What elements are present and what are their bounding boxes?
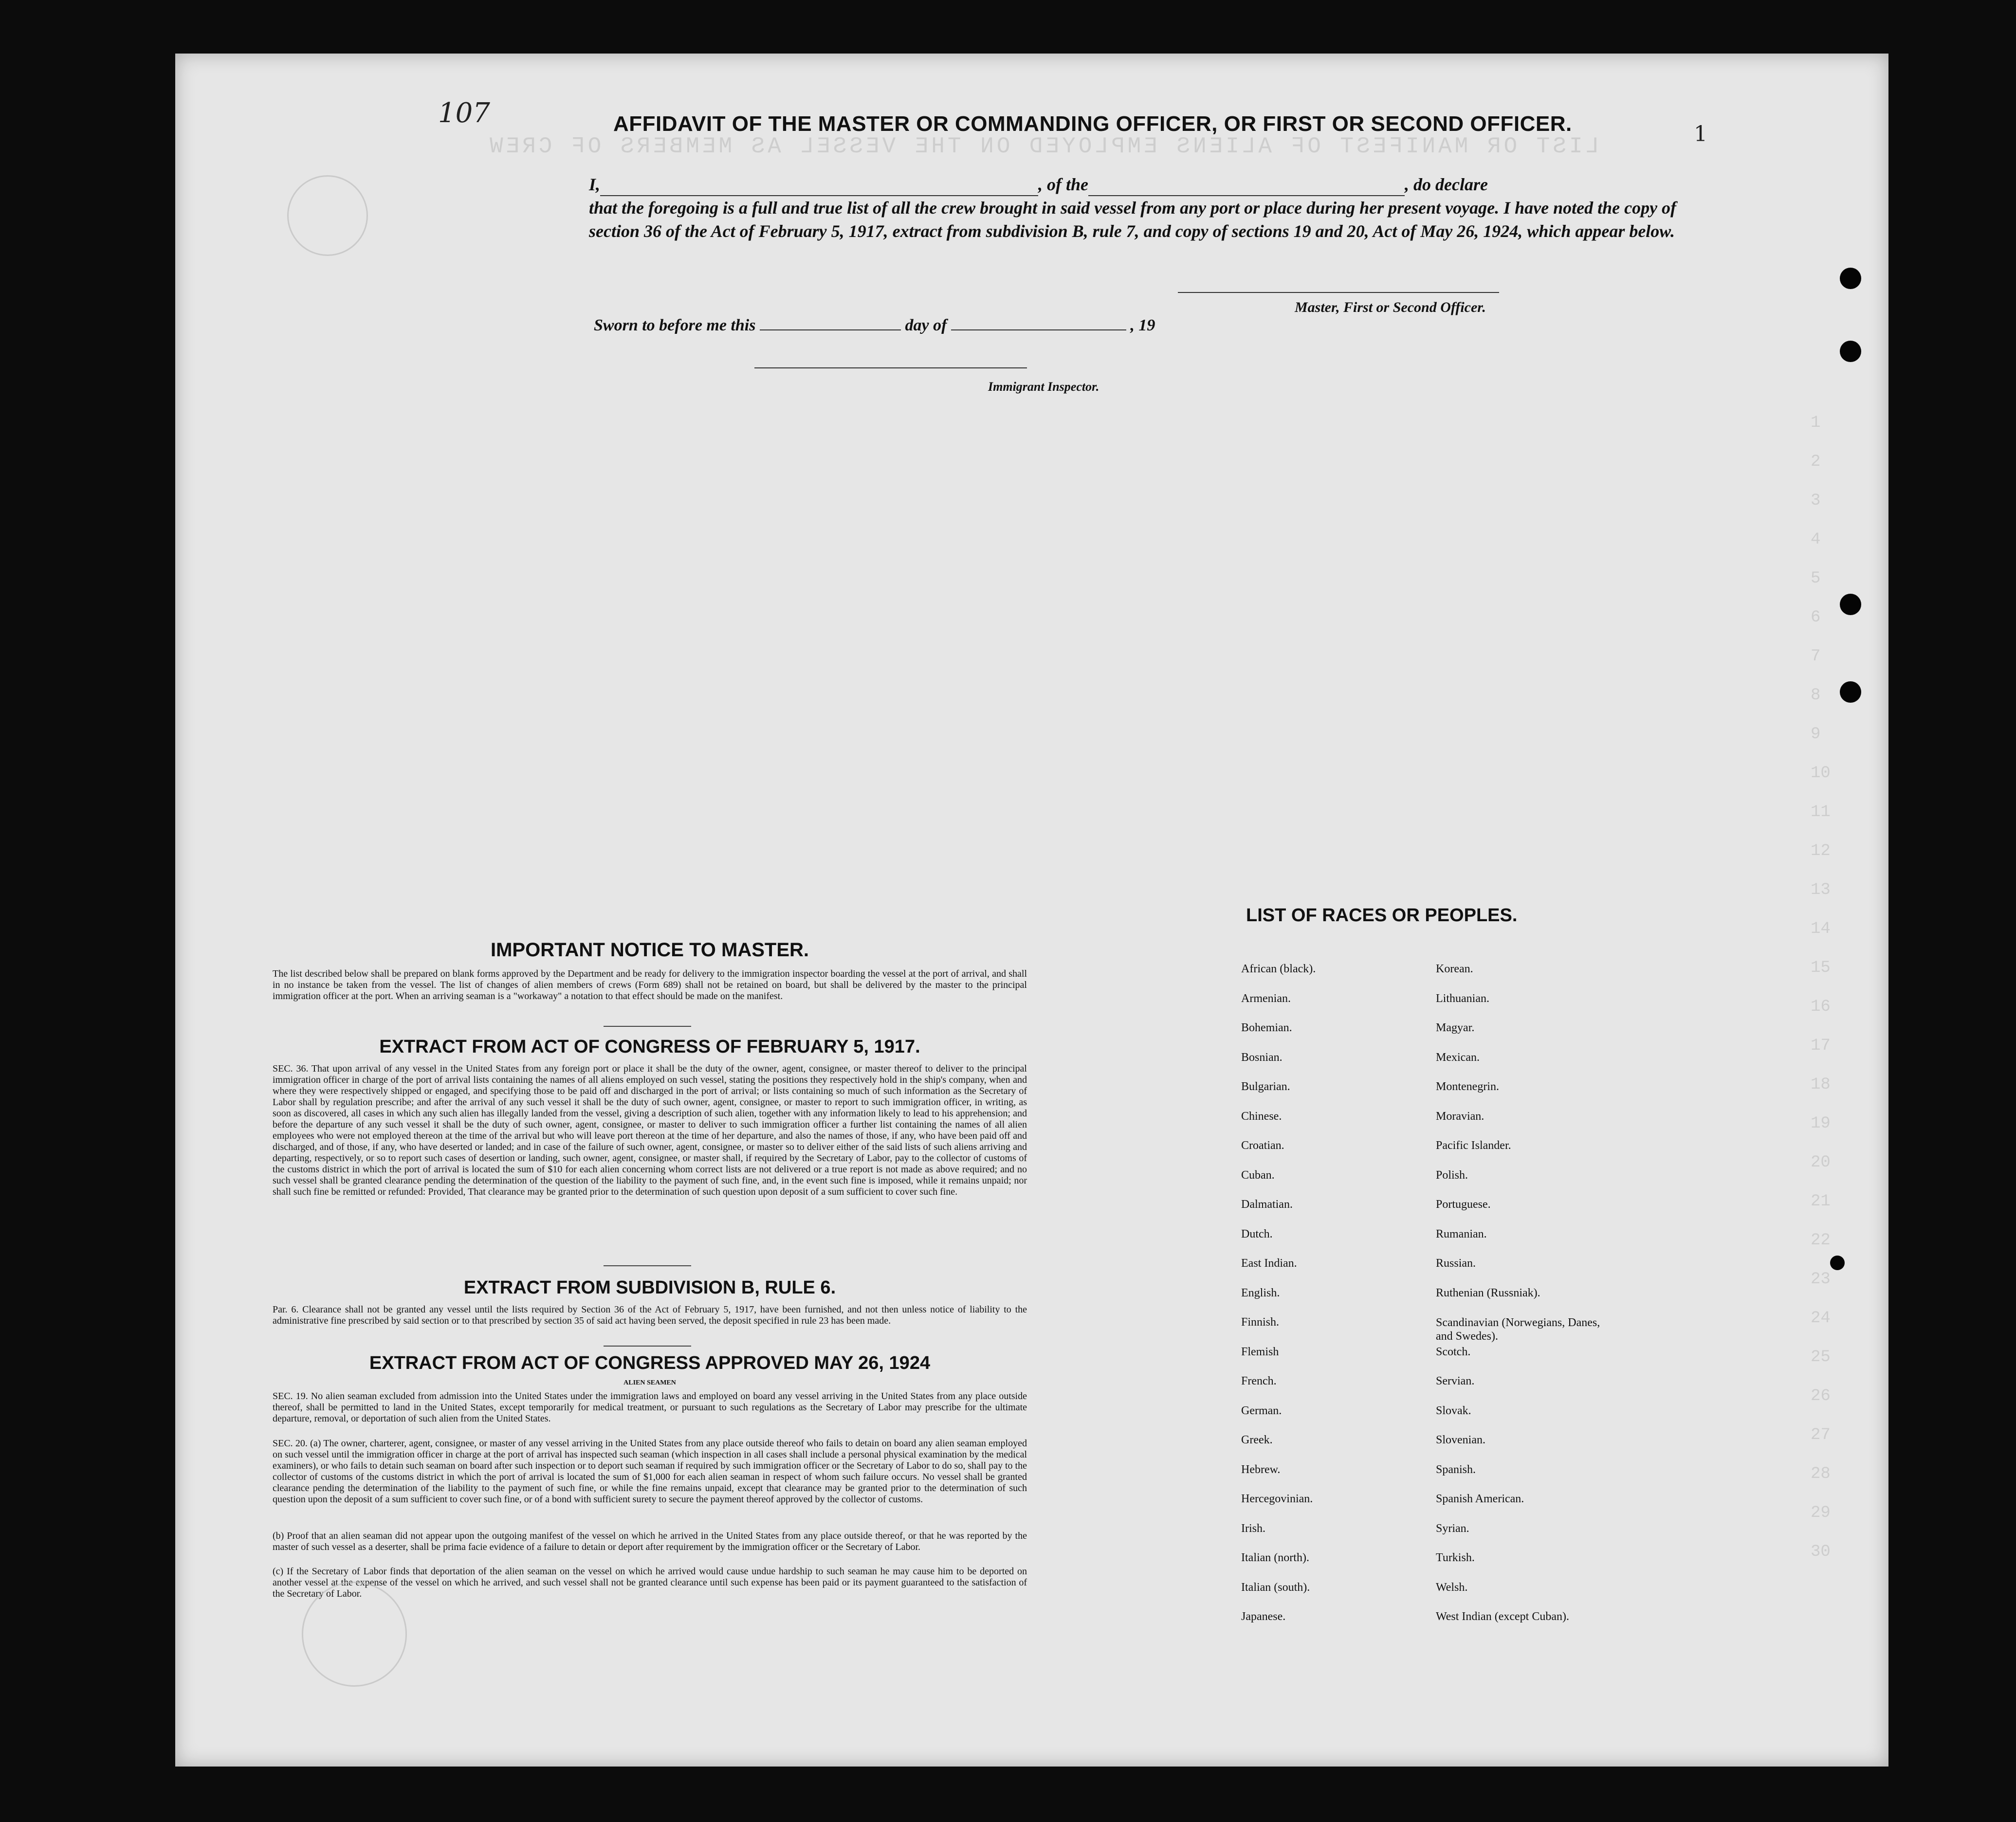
bleed-row-number: 15 <box>1811 959 1831 977</box>
race-item: Italian (north). <box>1241 1551 1309 1564</box>
race-item: Chinese. <box>1241 1110 1282 1123</box>
bleed-row-number: 20 <box>1811 1153 1831 1172</box>
race-item: Bosnian. <box>1241 1051 1283 1064</box>
bleed-row-number: 4 <box>1811 530 1821 549</box>
race-item: Spanish American. <box>1436 1493 1524 1505</box>
bleed-row-number: 24 <box>1811 1309 1831 1328</box>
bleed-row-number: 18 <box>1811 1075 1831 1094</box>
do-declare-label: , do declare <box>1405 175 1488 194</box>
declaration-line <box>589 173 1694 196</box>
race-item: Hebrew. <box>1241 1463 1281 1476</box>
race-item: Italian (south). <box>1241 1581 1310 1594</box>
master-label: Master, First or Second Officer. <box>1295 299 1486 315</box>
bleed-row-number: 12 <box>1811 842 1831 860</box>
bleed-through-header: LIST OR MANIFEST OF ALIENS EMPLOYED ON THE VESSEL AS MEMBERS OF CREW <box>487 134 1599 159</box>
race-item: Bohemian. <box>1241 1021 1292 1034</box>
race-item: French. <box>1241 1375 1277 1387</box>
race-item: Korean. <box>1436 963 1473 975</box>
notice-title: IMPORTANT NOTICE TO MASTER. <box>490 939 809 961</box>
race-item: Slovak. <box>1436 1404 1471 1417</box>
race-item: German. <box>1241 1404 1282 1417</box>
day-of-label: day of <box>905 316 947 334</box>
race-item: African (black). <box>1241 963 1316 975</box>
race-item: Dutch. <box>1241 1227 1273 1240</box>
extract-rule6-title: EXTRACT FROM SUBDIVISION B, RULE 6. <box>463 1277 836 1298</box>
race-item: Polish. <box>1436 1168 1468 1182</box>
bleed-row-number: 1 <box>1811 414 1821 432</box>
bleed-row-number: 3 <box>1811 492 1821 510</box>
extract-1917-body: SEC. 36. That upon arrival of any vessel in the United States from any foreign port or place it shall be the duty of the owner, agent, consignee, or master thereof to deliver to the principal immigration officer in charge of the port of arrival lists containing the names of all aliens employed on such vessel, stating the positions they respectively hold in the ship's company, when and where they were respectively shipped or engaged, and specifying those to be paid off and discharged in the port of arrival; or lists containing so much of such information as the Secretary of Labor shall by regulation prescribe; and after the arrival of any such vessel it shall be the duty of such owner, agent, consignee, or master to report to such immigration officer, in writing, as soon as discovered, all cases in which any such alien has illegally landed from the vessel, giving a description of such alien, together with any information likely to lead to his apprehension; and before the departure of any such vessel it shall be the duty of such owner, agent, consignee, or master to deliver to such immigration officer a further list containing the names of all alien employees who were not employed thereon at the time of the arrival but who will leave port thereon at the time of her departure, and also the names of those, if any, who have been paid off and discharged, and of those, if any, who have deserted or landed; and in case of the failure of such owner, agent, consignee, or master so to deliver either of the said lists of such aliens arriving and departing, respectively, or so to report such cases of desertion or landing, such owner, agent, consignee, or master shall, if required by the Secretary of Labor, pay to the collector of customs of the customs district in which the port of arrival is located the sum of $10 for each alien concerning whom correct lists are not delivered or a true report is not made as above required; and no such vessel shall be granted clearance pending the determination of the question of the liability to the payment of such fine, and, in the event such fine is imposed, while it remains unpaid; nor shall such fine be remitted or refunded: Provided, That clearance may be granted prior to the determination of such question upon deposit of a sum sufficient to cover such fine. <box>273 1063 1027 1197</box>
race-item: Mexican. <box>1436 1051 1480 1064</box>
race-item: Rumanian. <box>1436 1227 1487 1240</box>
race-item: Scandinavian (Norwegians, Danes, and Swedes). <box>1436 1316 1600 1343</box>
divider <box>604 1026 691 1027</box>
bleed-row-number: 6 <box>1811 608 1821 627</box>
race-item: Ruthenian (Russniak). <box>1436 1286 1540 1299</box>
sworn-label: Sworn to before me this <box>594 316 756 334</box>
notice-body: The list described below shall be prepared on blank forms approved by the Department and be ready for delivery to the immigration inspector boarding the vessel at the port of arrival, and shall in no instance be taken from the vessel. The list of changes of alien members of crews (Form 689) shall not be retained on board, but shall be delivered by the master to the principal immigration officer at the port. When an arriving seaman is a "workaway" a notation to that effect should be made on the manifest. <box>273 968 1027 1002</box>
bleed-row-number: 5 <box>1811 569 1821 588</box>
bleed-row-number: 11 <box>1811 803 1831 821</box>
binder-hole <box>1840 268 1861 289</box>
race-item: Croatian. <box>1241 1139 1284 1152</box>
race-item: Armenian. <box>1241 992 1291 1005</box>
bleed-row-number: 17 <box>1811 1037 1831 1055</box>
race-item: Montenegrin. <box>1436 1080 1499 1093</box>
binder-hole <box>1840 594 1861 615</box>
bleed-row-number: 14 <box>1811 920 1831 938</box>
affidavit-paragraph <box>589 173 1694 243</box>
race-item: Finnish. <box>1241 1316 1280 1329</box>
race-item: East Indian. <box>1241 1257 1297 1270</box>
faint-stamp <box>287 175 368 256</box>
bleed-row-number: 27 <box>1811 1426 1831 1444</box>
sec-20a-body: SEC. 20. (a) The owner, charterer, agent, consignee, or master of any vessel arriving in the United States from any place outside thereof who fails to detain on board any alien seaman employed on such vessel until the immigration officer in charge at the port of arrival has inspected such seaman (which inspection in all cases shall include a personal physical examination by the medical examiners), or who fails to detain such seaman on board after such inspection or to deport such seaman if required by such immigration officer or the Secretary of Labor to do so, shall pay to the collector of customs of the customs district in which the port of arrival is located the sum of $1,000 for each alien seaman in respect of whom such failure occurs. No vessel shall be granted clearance pending the determination of the liability to the payment of such fine, or while the fine remains unpaid, except that clearance may be granted prior to the determination of such question upon the deposit of a sum sufficient to cover such fine, or of a bond with sufficient surety to secure the payment thereof approved by the collector of customs. <box>273 1438 1027 1505</box>
race-item: Magyar. <box>1436 1021 1475 1034</box>
extract-1917-title: EXTRACT FROM ACT OF CONGRESS OF FEBRUARY 5, 1917. <box>379 1037 920 1057</box>
race-item: Moravian. <box>1436 1110 1485 1123</box>
inspector-signature-line[interactable] <box>754 367 1027 368</box>
bleed-row-number: 10 <box>1811 764 1831 783</box>
bleed-row-number: 2 <box>1811 453 1821 471</box>
race-item: Dalmatian. <box>1241 1198 1293 1211</box>
race-item: English. <box>1241 1286 1280 1299</box>
corner-mark: 1 <box>1694 122 1707 146</box>
binder-hole <box>1830 1256 1845 1270</box>
inspector-label: Immigrant Inspector. <box>988 380 1100 394</box>
bleed-row-number: 22 <box>1811 1231 1831 1250</box>
binder-hole <box>1840 341 1861 362</box>
document-page <box>175 54 1888 1767</box>
page-number-mark: 107 <box>438 97 490 129</box>
race-item: Servian. <box>1436 1375 1475 1387</box>
race-item: Pacific Islander. <box>1436 1139 1511 1152</box>
race-item: Hercegovinian. <box>1241 1493 1313 1505</box>
extract-rule6-body: Par. 6. Clearance shall not be granted any vessel until the lists required by Section 36 of the Act of February 5, 1917, have been furnished, and not then unless notice of liability to the administrative fine prescribed by said section or to that prescribed by section 35 of said act having been served, the deposit specified in rule 23 has been made. <box>273 1304 1027 1326</box>
race-item: Slovenian. <box>1436 1434 1485 1446</box>
race-item: Bulgarian. <box>1241 1080 1290 1093</box>
extract-1924-title: EXTRACT FROM ACT OF CONGRESS APPROVED MAY 26, 1924 <box>369 1353 931 1373</box>
race-item: Russian. <box>1436 1257 1476 1270</box>
divider <box>604 1265 691 1266</box>
extract-1924-subtitle: ALIEN SEAMEN <box>623 1379 676 1386</box>
bleed-row-number: 26 <box>1811 1387 1831 1405</box>
affidavit-body: that the foregoing is a full and true list of all the crew brought in said vessel from any port or place during her present voyage. I have noted the copy of section 36 of the Act of February 5, 1917, extract from subdivision B, rule 7, and copy of sections 19 and 20, Act of May 26, 1924, which appear below. <box>589 198 1677 241</box>
binder-hole <box>1840 681 1861 703</box>
sworn-day-blank[interactable] <box>760 329 901 330</box>
of-the-label: , of the <box>1038 175 1089 194</box>
sec-19-body: SEC. 19. No alien seaman excluded from admission into the United States under the immigration laws and employed on board any vessel arriving in the United States from any place outside thereof, shall be permitted to land in the United States, except temporarily for medical treatment, or pursuant to such regulations as the Secretary of Labor may prescribe for the ultimate departure, removal, or deportation of such alien from the United States. <box>273 1391 1027 1424</box>
race-item: Spanish. <box>1436 1463 1476 1476</box>
bleed-row-number: 16 <box>1811 998 1831 1016</box>
divider <box>604 1346 691 1347</box>
year-label: , 19 <box>1130 316 1155 334</box>
bleed-row-number: 13 <box>1811 881 1831 899</box>
bleed-row-number: 29 <box>1811 1504 1831 1522</box>
race-item: Cuban. <box>1241 1168 1275 1182</box>
race-item: Scotch. <box>1436 1345 1471 1358</box>
races-title: LIST OF RACES OR PEOPLES. <box>1246 905 1518 926</box>
bleed-row-number: 30 <box>1811 1543 1831 1561</box>
bleed-row-number: 21 <box>1811 1192 1831 1211</box>
bleed-row-number: 28 <box>1811 1465 1831 1483</box>
race-item: West Indian (except Cuban). <box>1436 1610 1569 1623</box>
sworn-line <box>594 316 1155 335</box>
sec-20b-body: (b) Proof that an alien seaman did not appear upon the outgoing manifest of the vessel on which he arrived in the United States from any place outside thereof, or that he was reported by the master of such vessel as a deserter, shall be prima facie evidence of a failure to detain or deport after requirement by the immigration officer or the Secretary of Labor. <box>273 1530 1027 1552</box>
race-item: Syrian. <box>1436 1522 1469 1535</box>
bleed-row-number: 7 <box>1811 647 1821 666</box>
race-item: Greek. <box>1241 1434 1273 1446</box>
sec-20c-body: (c) If the Secretary of Labor finds that deportation of the alien seaman on the vessel on which he arrived would cause undue hardship to such seaman he may cause him to be deported on another vessel at the expense of the vessel on which he arrived, and such vessel shall not be granted clearance until such expense has been paid or its payment guaranteed to the satisfaction of the Secretary of Labor. <box>273 1566 1027 1599</box>
bleed-row-number: 25 <box>1811 1348 1831 1366</box>
race-item: Welsh. <box>1436 1581 1468 1594</box>
affidavit-title: AFFIDAVIT OF THE MASTER OR COMMANDING OFFICER, OR FIRST OR SECOND OFFICER. <box>613 112 1572 136</box>
bleed-row-number: 9 <box>1811 725 1821 744</box>
race-item: Lithuanian. <box>1436 992 1489 1005</box>
race-item: Flemish <box>1241 1345 1279 1358</box>
sworn-month-blank[interactable] <box>951 329 1126 330</box>
bleed-row-number: 8 <box>1811 686 1821 705</box>
bleed-row-number: 23 <box>1811 1270 1831 1289</box>
master-signature-line[interactable] <box>1178 292 1499 293</box>
race-item: Japanese. <box>1241 1610 1286 1623</box>
faint-stamp <box>302 1582 407 1687</box>
race-item: Irish. <box>1241 1522 1265 1535</box>
race-item: Portuguese. <box>1436 1198 1491 1211</box>
race-item: Turkish. <box>1436 1551 1475 1564</box>
i-label: I, <box>589 175 601 194</box>
bleed-row-number: 19 <box>1811 1114 1831 1133</box>
